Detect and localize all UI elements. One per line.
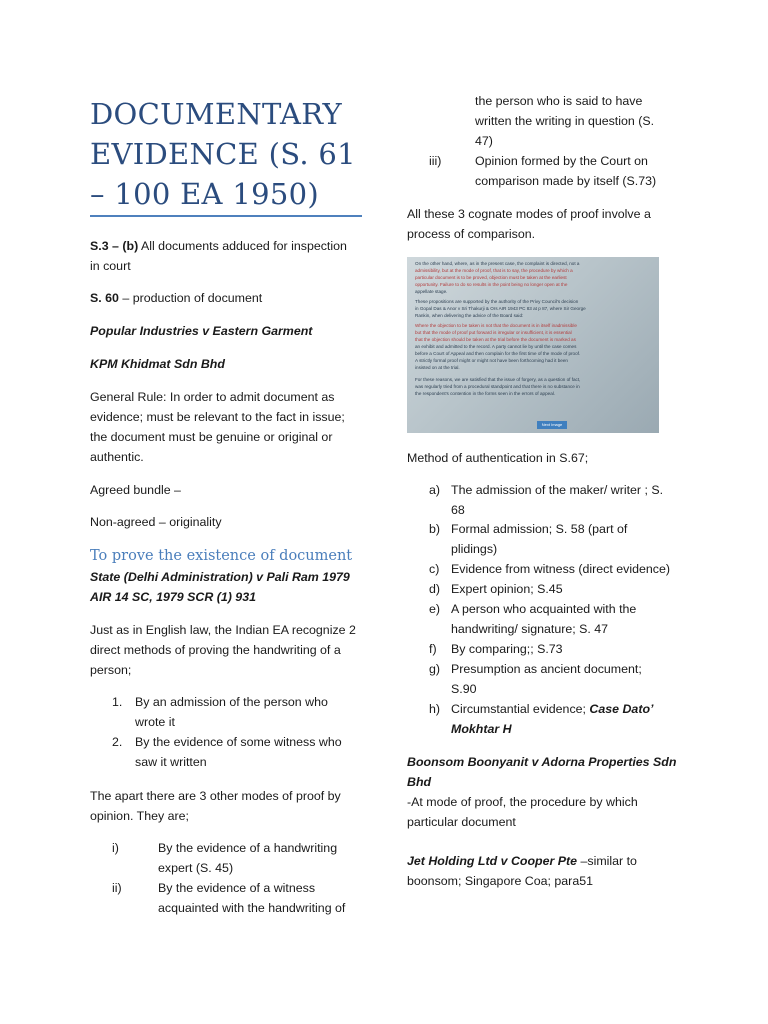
state-case-line-2: AIR 14 SC, 1979 SCR (1) 931 xyxy=(90,590,256,604)
boonsom-desc-line-1: -At mode of proof, the procedure by which xyxy=(407,795,638,809)
s3-line-1: S.3 – (b) All documents adduced for inspection xyxy=(90,239,347,253)
case-kpm-khidmat: KPM Khidmat Sdn Bhd xyxy=(90,357,225,371)
boonsom-case-line-1: Boonsom Boonyanit v Adorna Properties Sdn xyxy=(407,755,677,769)
agreed-bundle: Agreed bundle – xyxy=(90,483,181,497)
page-title: DOCUMENTARY EVIDENCE (S. 61 – 100 EA 1950) xyxy=(90,97,356,211)
authentication-title: Method of authentication in S.67; xyxy=(407,451,589,465)
boonsom-case-line-2: Bhd xyxy=(407,775,432,789)
state-case-line-1: State (Delhi Administration) v Pali Ram 1979 xyxy=(90,570,350,584)
jet-holding-line-1: Jet Holding Ltd v Cooper Pte –similar to xyxy=(407,854,637,868)
case-popular-industries: Popular Industries v Eastern Garment xyxy=(90,324,313,338)
s60-line: S. 60 – production of document xyxy=(90,291,263,305)
next-image-button: Next Image xyxy=(537,421,567,429)
title-divider xyxy=(90,215,362,217)
non-agreed: Non-agreed – originality xyxy=(90,515,222,529)
boonsom-desc-line-2: particular document xyxy=(407,815,516,829)
jet-holding-line-2: boonsom; Singapore Coa; para51 xyxy=(407,874,593,888)
s3-line-2: in court xyxy=(90,259,131,273)
judgment-excerpt-photo: On the other hand, where, as in the present case, the complaint is directed, not a admissibility, but at the mode of proof, that is to say, the procedure by which a particular document is to be proved, objection must be taken at the earliest opportunity. Failure to do so results in the point being no longer open at the appellate stage. These propositions are supported by the authority of the Privy Council's decision in Gopal Das & Anor v Sri Thakurji & Ors AIR 1943 PC 83 at p 87, where Sir George Rankin, when delivering the advice of the Board said: Where the objection to be taken is not that the document is in itself inadmissible but that the mode of proof put forward is irregular or insufficient, it is essential that the objection should be taken at the trial before the document is marked as an exhibit and admitted to the record. A party cannot lie by until the case comes before a Court of Appeal and then complain for the first time of the mode of proof. A strictly formal proof might or might not have been forthcoming had it been insisted on at the trial. For these reasons, we are satisfied that the issue of forgery, as a question of fact, was regularly tried from a procedural standpoint and that there is no substance in the respondent's contention in the forms seen in the errors of appeal. Next Image xyxy=(407,257,659,433)
section-heading: To prove the existence of document xyxy=(90,548,353,564)
